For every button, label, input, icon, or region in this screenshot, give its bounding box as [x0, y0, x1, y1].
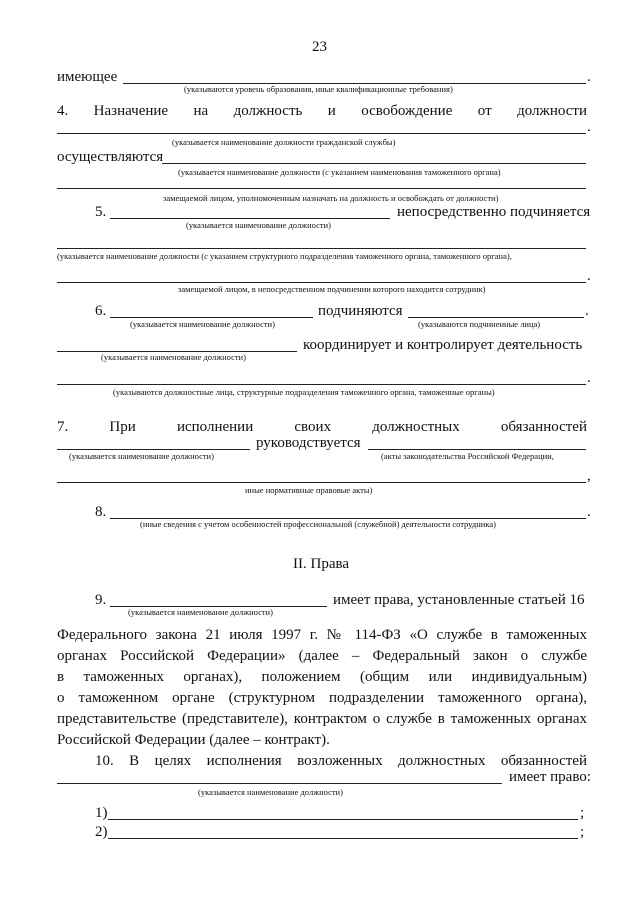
section-7-text: руководствуется — [256, 435, 361, 451]
para-line-1: Федерального закона 21 июля 1997 г. № 114-ФЗ «О службе в таможенных — [57, 627, 587, 643]
list-item-2-number: 2) — [95, 824, 108, 840]
caption-implemented: (указывается наименование должности (с указанием наименования таможенного органа) — [178, 167, 501, 177]
line-end-mark: , — [587, 468, 591, 484]
fill-line-s6-left — [110, 317, 313, 318]
line-end-mark: . — [587, 69, 591, 85]
caption-s5: (указывается наименование должности) — [186, 220, 331, 230]
fill-line-s7-left — [57, 449, 250, 450]
caption-s8: (иные сведения с учетом особенностей профессиональной (служебной) деятельности сотрудника) — [140, 519, 496, 529]
para-line-5: представительстве (представителе), контрактом о службе в таможенных органах — [57, 711, 587, 727]
caption-s7-left: (указывается наименование должности) — [69, 451, 214, 461]
fill-line-s10 — [57, 783, 502, 784]
fill-line-s5-3 — [57, 282, 586, 283]
section-10-heading: 10. В целях исполнения возложенных должностных обязанностей — [95, 753, 587, 769]
caption-education: (указываются уровень образования, иные квалификационные требования) — [184, 84, 453, 94]
line-end-mark: . — [585, 303, 589, 319]
list-item-1-number: 1) — [95, 805, 108, 821]
fill-line-s5-2 — [57, 248, 586, 249]
fill-line-implemented — [162, 163, 586, 164]
fill-line-position — [57, 133, 586, 134]
line-end-mark: . — [587, 268, 591, 284]
section-5-text: непосредственно подчиняется — [397, 204, 591, 220]
section-4-heading: 4. Назначение на должность и освобождение от должности — [57, 103, 587, 119]
page-number: 23 — [312, 39, 327, 55]
section-9-text: имеет права, установленные статьей 16 — [333, 592, 585, 608]
caption-s7-2: иные нормативные правовые акты) — [245, 485, 373, 495]
section-6-text: подчиняются — [318, 303, 403, 319]
caption-s7-right: (акты законодательства Российской Федерации, — [381, 451, 554, 461]
section-10-text: имеет право: — [509, 769, 591, 785]
caption-s9: (указывается наименование должности) — [128, 607, 273, 617]
section-2-title: II. Права — [293, 556, 350, 572]
fill-line-s5 — [110, 218, 390, 219]
caption-s6-right: (указываются подчиненные лица) — [418, 319, 541, 329]
fill-line-item-2 — [108, 838, 578, 839]
fill-line-s7-2 — [57, 482, 586, 483]
caption-s5-2: (указывается наименование должности (с указанием структурного подразделения таможенного органа, таможенного органа), — [57, 251, 512, 261]
section-7-heading: 7. При исполнении своих должностных обязанностей — [57, 419, 587, 435]
caption-coord: (указывается наименование должности) — [101, 352, 246, 362]
fill-line-implemented-2 — [57, 188, 586, 189]
caption-implemented-2: замещаемой лицом, уполномоченным назначать на должность и освобождать от должности) — [163, 193, 499, 203]
caption-s10: (указывается наименование должности) — [198, 787, 343, 797]
para-line-4: о таможенном органе (структурном подразделении таможенного органа), — [57, 690, 587, 706]
line-end-mark: ; — [580, 824, 585, 840]
para-line-6: Российской Федерации (далее – контракт). — [57, 732, 330, 748]
para-line-2: органах Российской Федерации» (далее – Федеральный закон о службе — [57, 648, 587, 664]
caption-position: (указывается наименование должности гражданской службы) — [172, 137, 396, 147]
para-line-3: в таможенных органах), положением (общим или индивидуальным) — [57, 669, 587, 685]
coord-text: координирует и контролирует деятельность — [303, 337, 583, 353]
line-end-mark: . — [587, 504, 591, 520]
section-8-number: 8. — [95, 504, 107, 520]
line-end-mark: ; — [580, 805, 585, 821]
section-9-number: 9. — [95, 592, 107, 608]
fill-line-item-1 — [108, 819, 578, 820]
section-5-number: 5. — [95, 204, 107, 220]
fill-line-s6-right — [408, 317, 584, 318]
fill-line-coord-2 — [57, 384, 586, 385]
caption-s6-left: (указывается наименование должности) — [130, 319, 275, 329]
line-end-mark: . — [587, 119, 591, 135]
caption-s5-3: замещаемой лицом, в непосредственном подчинении которого находится сотрудник) — [178, 284, 486, 294]
field-label-implemented: осуществляются — [57, 149, 164, 165]
fill-line-s7-right — [368, 449, 586, 450]
caption-coord-2: (указываются должностные лица, структурные подразделения таможенного органа, таможенные органы) — [113, 387, 495, 397]
section-6-number: 6. — [95, 303, 107, 319]
field-label-education: имеющее — [57, 69, 118, 85]
line-end-mark: . — [587, 370, 591, 386]
